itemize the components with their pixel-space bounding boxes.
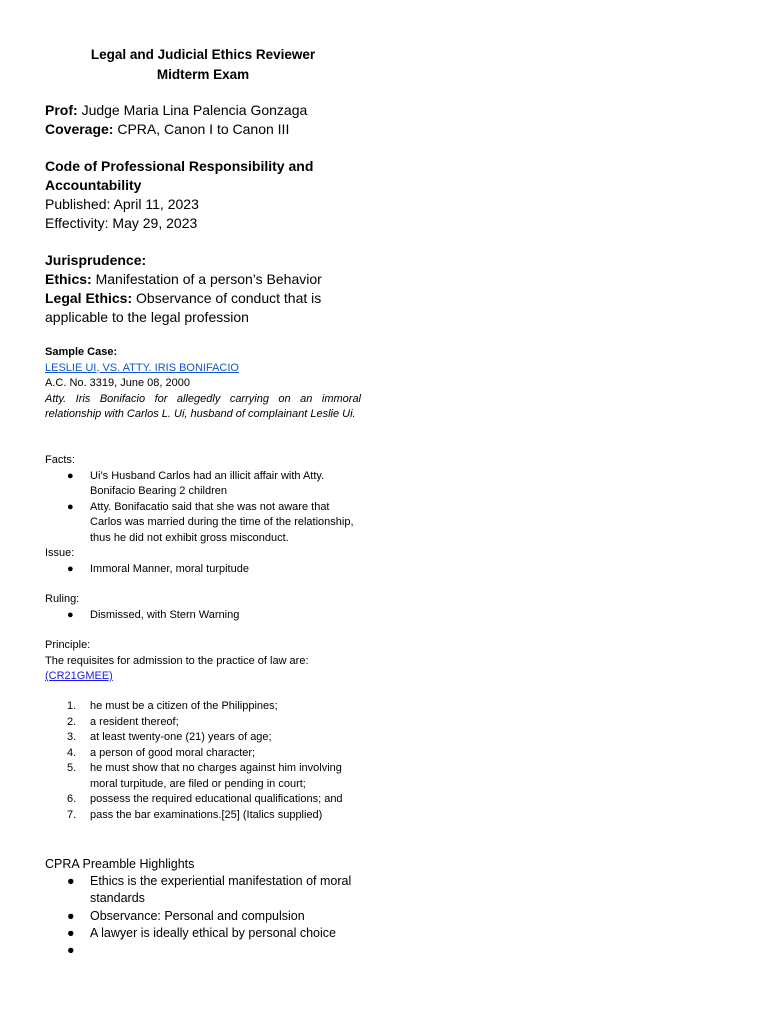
principle-block — [45, 638, 361, 685]
coverage-label: Coverage: — [45, 121, 114, 137]
jurisprudence-block — [45, 251, 361, 327]
ruling-list — [45, 608, 361, 624]
case-summary: Atty. Iris Bonifacio for allegedly carrying on an immoral relationship with Carlos L. Ui, husband of complainant Leslie Ui. — [45, 392, 361, 420]
facts-issue-block — [45, 453, 361, 577]
list-item: ● Immoral Manner, moral turpitude — [45, 562, 361, 578]
facts-list — [45, 469, 361, 547]
document-title — [45, 45, 361, 84]
bullet-icon: ● — [67, 908, 75, 923]
list-item: ● Observance: Personal and compulsion — [45, 908, 361, 925]
list-item: 6. possess the required educational qualifications; and — [67, 793, 343, 805]
legal-ethics-value: Observance of conduct that is applicable to the legal profession — [45, 290, 322, 325]
list-item: 5. he must show that no charges against him involving moral turpitude, are filed or pending in court; — [67, 762, 342, 790]
prof-value: Judge Maria Lina Palencia Gonzaga — [81, 102, 308, 118]
bullet-icon: ● — [67, 925, 75, 940]
ethics-value: Manifestation of a person’s Behavior — [95, 271, 322, 287]
ethics-label: Ethics: — [45, 271, 92, 287]
list-item: 1. he must be a citizen of the Philippines; — [67, 700, 278, 712]
published-date: Published: April 11, 2023 — [45, 196, 199, 212]
case-title-link[interactable]: LESLIE UI, VS. ATTY. IRIS BONIFACIO — [45, 361, 239, 374]
bullet-icon: ● — [67, 608, 74, 621]
requisites-block — [45, 699, 361, 823]
legal-ethics-definition — [45, 289, 361, 327]
sample-case-block — [45, 345, 361, 423]
list-item: 2. a resident thereof; — [67, 715, 179, 728]
prof-label: Prof: — [45, 102, 78, 118]
bullet-icon: ● — [67, 500, 74, 513]
coverage-value: CPRA, Canon I to Canon III — [117, 121, 290, 137]
requisites-list — [45, 699, 361, 823]
list-item: ● Ethics is the experiential manifestation of moral standards — [67, 874, 352, 906]
list-item — [45, 942, 361, 959]
issue-list — [45, 562, 361, 578]
ruling-label: Ruling: — [45, 593, 80, 605]
preamble-list — [45, 873, 361, 959]
list-item: ● A lawyer is ideally ethical by personal choice — [45, 925, 361, 942]
code-block — [45, 157, 361, 233]
bullet-icon: ● — [67, 943, 75, 958]
legal-ethics-label: Legal Ethics: — [45, 290, 133, 306]
ethics-definition — [45, 270, 361, 289]
bullet-icon: ● — [67, 469, 74, 482]
principle-label: Principle: — [45, 639, 91, 651]
list-item: ● Ui’s Husband Carlos had an illicit affair with Atty. Bonifacio Bearing 2 children — [67, 469, 325, 497]
case-citation: A.C. No. 3319, June 08, 2000 — [45, 377, 190, 389]
effectivity-date: Effectivity: May 29, 2023 — [45, 215, 198, 231]
issue-label: Issue: — [45, 547, 75, 559]
list-item: ● Dismissed, with Stern Warning — [45, 608, 361, 624]
meta-block — [45, 101, 361, 139]
title-line-1: Legal and Judicial Ethics Reviewer — [90, 47, 316, 62]
preamble-block — [45, 856, 361, 959]
facts-label: Facts: — [45, 454, 75, 466]
sample-case-label: Sample Case: — [45, 346, 118, 358]
principle-link[interactable]: (CR21GMEE) — [45, 670, 113, 682]
bullet-icon: ● — [67, 562, 74, 575]
title-line-2: Midterm Exam — [156, 66, 250, 82]
list-item: 3. at least twenty-one (21) years of age; — [67, 731, 272, 743]
coverage-line — [45, 120, 361, 139]
list-item: 4. a person of good moral character; — [67, 746, 256, 759]
list-item: 7. pass the bar examinations.[25] (Italics supplied) — [67, 808, 323, 821]
bullet-icon: ● — [67, 874, 75, 889]
ruling-block — [45, 592, 361, 623]
preamble-heading: CPRA Preamble Highlights — [45, 857, 195, 871]
code-heading: Code of Professional Responsibility and Accountability — [45, 158, 314, 193]
prof-line — [45, 101, 361, 120]
jurisprudence-heading: Jurisprudence: — [45, 252, 147, 268]
list-item: ● Atty. Bonifacatio said that she was not aware that Carlos was married during the time of the relationship, thus he did not exhibit gross misconduct. — [67, 500, 354, 544]
principle-text: The requisites for admission to the practice of law are: — [45, 654, 309, 667]
